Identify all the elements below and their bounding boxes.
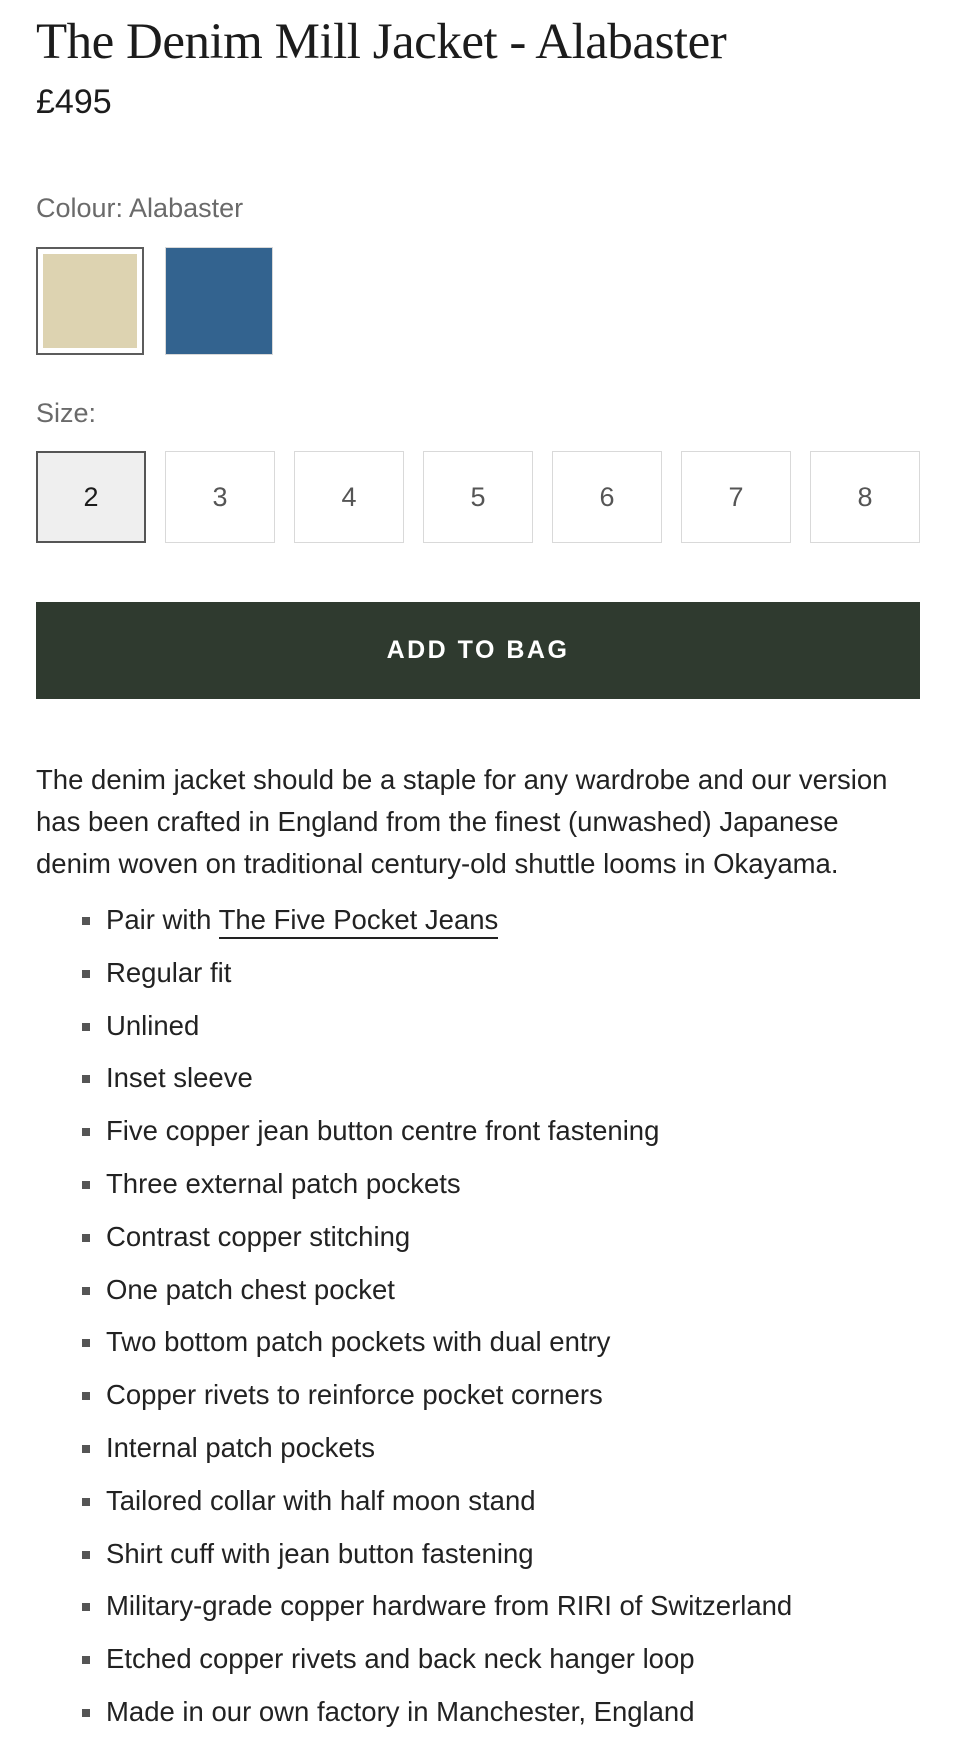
feature-text: Five copper jean button centre front fastening <box>106 1115 660 1147</box>
five-pocket-jeans-link[interactable]: The Five Pocket Jeans <box>219 904 499 939</box>
list-item <box>36 1316 920 1369</box>
feature-text: Regular fit <box>106 956 232 988</box>
bullet-icon <box>82 1128 90 1136</box>
bullet-icon <box>82 1603 90 1611</box>
add-to-bag-button[interactable]: ADD TO BAG <box>36 602 920 699</box>
size-option-5[interactable]: 5 <box>423 451 533 543</box>
list-item <box>36 1633 920 1686</box>
list-item <box>36 1264 920 1317</box>
swatch-blue[interactable] <box>165 247 273 355</box>
list-item <box>36 1475 920 1528</box>
list-item <box>36 1211 920 1264</box>
product-title: The Denim Mill Jacket - Alabaster <box>36 14 727 70</box>
list-item <box>36 1686 920 1739</box>
feature-text: Unlined <box>106 1009 200 1041</box>
bullet-icon <box>82 1181 90 1189</box>
bullet-icon <box>82 1445 90 1453</box>
size-option-2[interactable]: 2 <box>36 451 146 543</box>
bullet-icon <box>82 1234 90 1242</box>
list-item <box>36 1580 920 1633</box>
swatch-alabaster[interactable] <box>36 247 144 355</box>
list-item <box>36 1528 920 1581</box>
product-price: £495 <box>36 83 112 121</box>
bullet-icon <box>82 1392 90 1400</box>
swatch-blue-fill <box>166 248 272 354</box>
product-description: The denim jacket should be a staple for any wardrobe and our version has been crafted in England from the finest (unwashed) Japanese denim woven on traditional century-old shuttle looms in Okayama. <box>36 764 888 879</box>
feature-text: Inset sleeve <box>106 1062 253 1094</box>
list-item <box>36 1369 920 1422</box>
bullet-icon <box>82 970 90 978</box>
bullet-icon <box>82 1023 90 1031</box>
feature-text: Internal patch pockets <box>106 1431 376 1463</box>
bullet-icon <box>82 1656 90 1664</box>
colour-label: Colour: Alabaster <box>36 193 244 223</box>
bullet-icon <box>82 1709 90 1717</box>
size-option-3[interactable]: 3 <box>165 451 275 543</box>
feature-text: Two bottom patch pockets with dual entry <box>106 1326 611 1358</box>
size-option-7[interactable]: 7 <box>681 451 791 543</box>
list-item <box>36 1422 920 1475</box>
swatch-alabaster-fill <box>43 254 137 348</box>
feature-text: Contrast copper stitching <box>106 1220 411 1252</box>
feature-text: Military-grade copper hardware from RIRI of Switzerland <box>106 1590 793 1622</box>
list-item <box>36 1000 920 1053</box>
pair-with-prefix: Pair with <box>106 904 219 935</box>
bullet-icon <box>82 1075 90 1083</box>
feature-text: Made in our own factory in Manchester, England <box>106 1695 695 1727</box>
feature-text: Copper rivets to reinforce pocket corners <box>106 1379 603 1411</box>
bullet-icon <box>82 1498 90 1506</box>
size-label: Size: <box>36 398 97 428</box>
list-item <box>36 1158 920 1211</box>
size-option-6[interactable]: 6 <box>552 451 662 543</box>
bullet-icon <box>82 1287 90 1295</box>
feature-text: Etched copper rivets and back neck hanger loop <box>106 1643 695 1675</box>
bullet-icon <box>82 1551 90 1559</box>
bullet-icon <box>82 917 90 925</box>
size-option-4[interactable]: 4 <box>294 451 404 543</box>
size-selector <box>36 451 920 543</box>
feature-text: Shirt cuff with jean button fastening <box>106 1537 534 1569</box>
list-item <box>36 947 920 1000</box>
feature-list <box>36 894 920 1739</box>
feature-text: Three external patch pockets <box>106 1167 461 1199</box>
feature-text: One patch chest pocket <box>106 1273 395 1305</box>
bullet-icon <box>82 1339 90 1347</box>
list-item <box>36 1105 920 1158</box>
list-item <box>36 1052 920 1105</box>
size-option-8[interactable]: 8 <box>810 451 920 543</box>
feature-pair-with <box>36 894 920 947</box>
feature-text: Tailored collar with half moon stand <box>106 1484 536 1516</box>
